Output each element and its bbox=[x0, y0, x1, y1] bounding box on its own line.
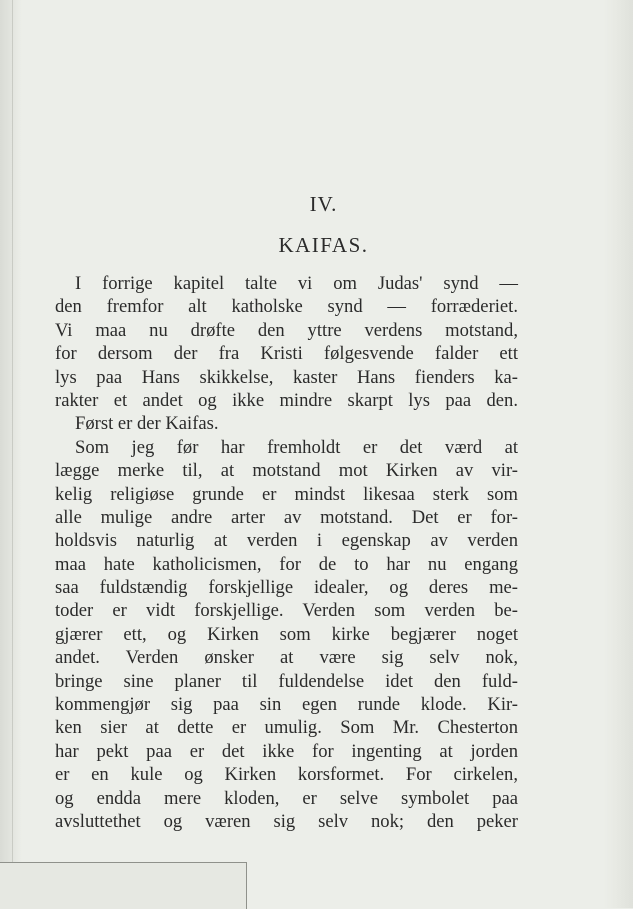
text-line: Som jeg før har fremholdt er det værd at bbox=[75, 436, 518, 458]
text-line: bringe sine planer til fuldendelse idet den fuld- bbox=[55, 670, 518, 692]
text-line: gjærer ett, og Kirken som kirke begjærer noget bbox=[55, 623, 518, 645]
text-line: lys paa Hans skikkelse, kaster Hans fienders ka- bbox=[55, 366, 518, 388]
text-line: lægge merke til, at motstand mot Kirken av vir- bbox=[55, 460, 518, 482]
text-line: maa hate katholicismen, for de to har nu engang bbox=[55, 553, 518, 575]
gutter-line bbox=[12, 0, 13, 908]
text-line: den fremfor alt katholske synd — forræderiet. bbox=[55, 296, 518, 318]
text-line: andet. Verden ønsker at være sig selv nok, bbox=[55, 647, 518, 669]
page-shadow-right bbox=[603, 0, 633, 908]
text-line: Først er der Kaifas. bbox=[75, 413, 219, 435]
chapter-title: KAIFAS. bbox=[278, 233, 369, 257]
chapter-number: IV. bbox=[309, 192, 338, 216]
text-line: kelig religiøse grunde er mindst likesaa sterk som bbox=[55, 483, 518, 505]
text-line: toder er vidt forskjellige. Verden som verden be- bbox=[55, 600, 518, 622]
text-line: saa fuldstændig forskjellige idealer, og deres me- bbox=[55, 577, 518, 599]
text-line: alle mulige andre arter av motstand. Det er for- bbox=[55, 506, 518, 528]
bottom-paper-slip bbox=[0, 862, 247, 909]
text-line: for dersom der fra Kristi følgesvende falder ett bbox=[55, 343, 518, 365]
text-line: rakter et andet og ikke mindre skarpt lys paa den. bbox=[55, 389, 518, 411]
page-shadow-left bbox=[0, 0, 22, 908]
text-line: kommengjør sig paa sin egen runde klode. Kir- bbox=[55, 694, 518, 716]
text-line: avsluttethet og væren sig selv nok; den peker bbox=[55, 810, 518, 832]
text-line: Vi maa nu drøfte den yttre verdens motstand, bbox=[55, 319, 518, 341]
text-line: ken sier at dette er umulig. Som Mr. Chesterton bbox=[55, 717, 518, 739]
text-line: og endda mere kloden, er selve symbolet paa bbox=[55, 787, 518, 809]
text-line: holdsvis naturlig at verden i egenskap av verden bbox=[55, 530, 518, 552]
text-line: I forrige kapitel talte vi om Judas' synd — bbox=[75, 273, 518, 294]
text-line: har pekt paa er det ikke for ingenting at jorden bbox=[55, 740, 518, 762]
text-line: er en kule og Kirken korsformet. For cirkelen, bbox=[55, 764, 518, 786]
body-text bbox=[55, 272, 518, 833]
